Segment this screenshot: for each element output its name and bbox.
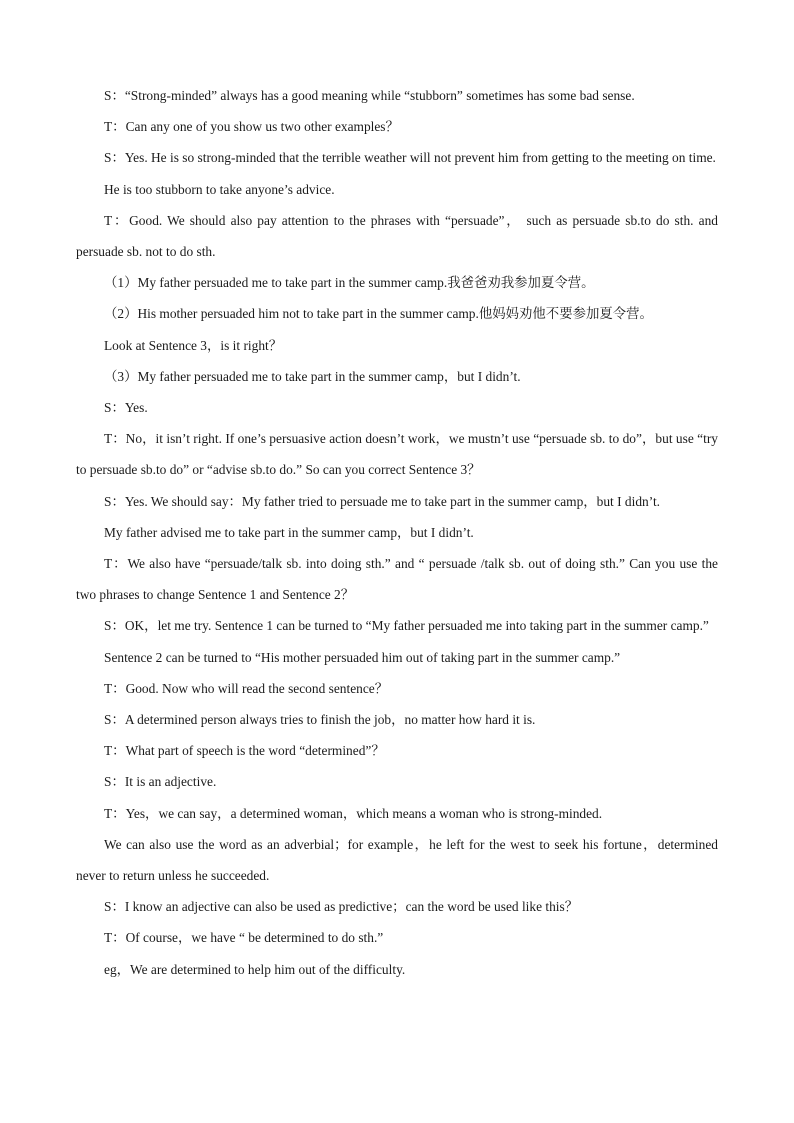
paragraph: S：I know an adjective can also be used as predictive；can the word be used like this？ [104,899,579,915]
paragraph: Sentence 2 can be turned to “His mother persuaded him out of taking part in the summer camp.” [104,649,621,665]
paragraph: （1）My father persuaded me to take part in the summer camp.我爸爸劝我参加夏令营。 [104,275,595,291]
paragraph: He is too stubborn to take anyone’s advice. [104,181,335,197]
paragraph: （3）My father persuaded me to take part in the summer camp，but I didn’t. [104,368,521,384]
paragraph: S：A determined person always tries to finish the job，no matter how hard it is. [104,712,536,728]
paragraph: S：Yes. [104,400,148,416]
paragraph: T：Good. We should also pay attention to the phrases with “persuade”， such as persuade sb.to do sth. and persuade sb. not to do sth. [76,212,718,260]
document-body [76,80,718,985]
paragraph: S：Yes. He is so strong-minded that the terrible weather will not prevent him from getting to the meeting on time. [104,150,716,166]
paragraph: eg，We are determined to help him out of the difficulty. [104,961,406,977]
paragraph: T：No，it isn’t right. If one’s persuasive action doesn’t work，we mustn’t use “persuade sb. to do”，but use “try to persuade sb.to do” or “advise sb.to do.” So can you correct Sentence 3？ [76,431,718,478]
paragraph: We can also use the word as an adverbial；for example，he left for the west to seek his fortune，determined never to return unless he succeeded. [76,836,718,884]
paragraph: T：Good. Now who will read the second sentence？ [104,680,389,696]
paragraph: T：Of course，we have “ be determined to do sth.” [104,930,384,946]
paragraph: T：What part of speech is the word “determined”？ [104,743,385,759]
paragraph: T：Yes，we can say，a determined woman，which means a woman who is strong-minded. [104,805,603,821]
paragraph: S：It is an adjective. [104,774,217,790]
paragraph: T：Can any one of you show us two other examples？ [104,119,399,135]
paragraph: Look at Sentence 3，is it right？ [104,337,283,353]
paragraph: S：OK，let me try. Sentence 1 can be turned to “My father persuaded me into taking part in the summer camp.” [104,618,709,634]
paragraph: （2）His mother persuaded him not to take part in the summer camp.他妈妈劝他不要参加夏令营。 [104,306,653,322]
paragraph: T：We also have “persuade/talk sb. into doing sth.” and “ persuade /talk sb. out of doing sth.” Can you use the two phrases to change Sentence 1 and Sentence 2？ [76,556,718,603]
paragraph: S：Yes. We should say：My father tried to persuade me to take part in the summer camp，but I didn’t. [104,493,661,509]
paragraph: My father advised me to take part in the summer camp，but I didn’t. [104,524,474,540]
paragraph: S：“Strong-minded” always has a good meaning while “stubborn” sometimes has some bad sense. [104,88,635,103]
